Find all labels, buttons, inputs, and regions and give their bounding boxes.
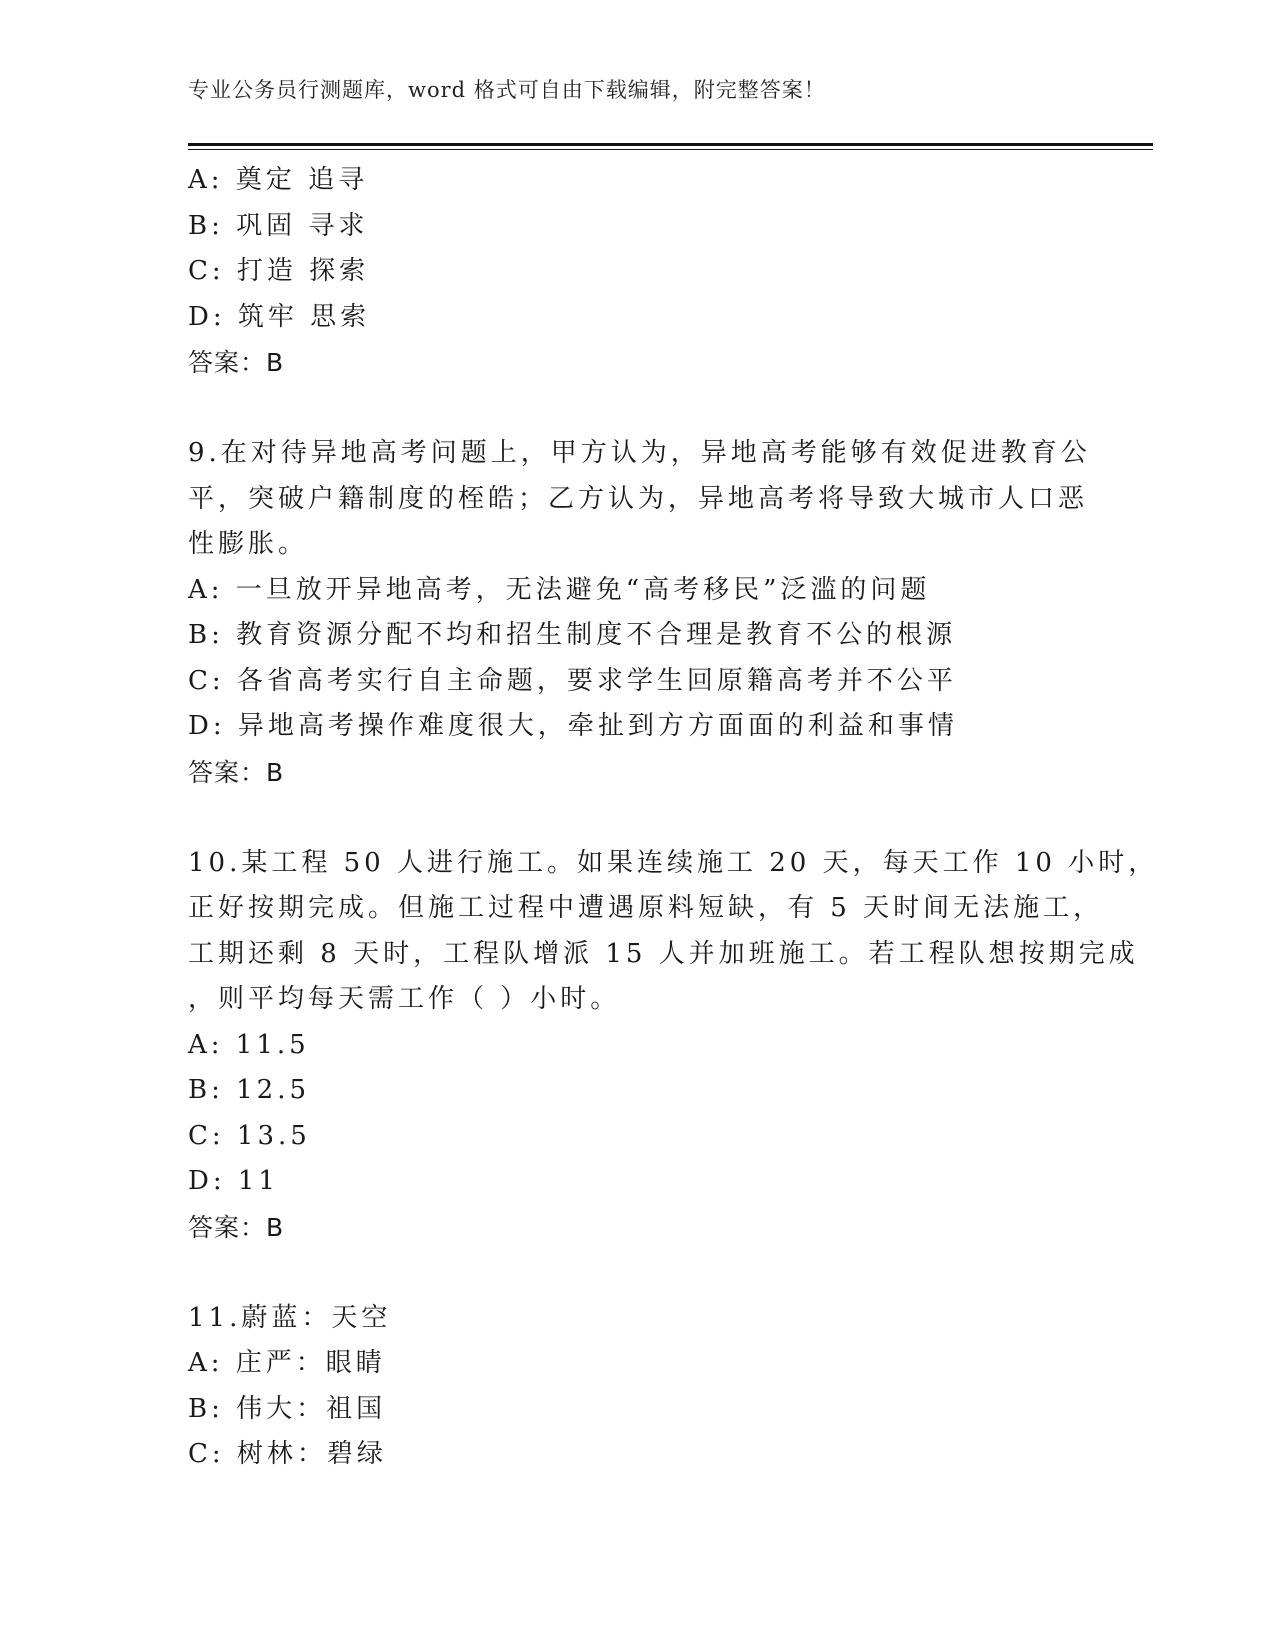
question-9	[188, 431, 1091, 795]
q8-option-a: A: 奠定 追寻	[188, 165, 369, 195]
q9-text-line-1: 9.在对待异地高考问题上，甲方认为，异地高考能够有效促进教育公	[188, 438, 1091, 468]
q9-option-d: D: 异地高考操作难度很大，牵扯到方方面面的利益和事情	[188, 711, 958, 741]
spacer	[188, 1250, 1078, 1296]
q10-text-line-4: ，则平均每天需工作（ ）小时。	[188, 984, 621, 1014]
question-10	[188, 841, 1159, 1251]
q11-text-line-1: 11.蔚蓝：天空	[188, 1302, 392, 1333]
q8-answer: 答案：B	[188, 348, 285, 377]
q10-option-c: C: 13.5	[188, 1120, 311, 1151]
q10-option-a: A: 11.5	[188, 1029, 310, 1060]
q10-text-line-2: 正好按期完成。但施工过程中遭遇原料短缺，有 5 天时间无法施工，	[188, 893, 1104, 923]
q11-option-b: B: 伟大：祖国	[188, 1393, 387, 1424]
q11-option-a: A: 庄严：眼睛	[188, 1348, 386, 1378]
q8-option-c: C: 打造 探索	[188, 256, 370, 286]
q9-text-line-2: 平，突破户籍制度的桎皓；乙方认为，异地高考将导致大城市人口恶	[188, 483, 1089, 514]
q10-option-d: D: 11	[188, 1166, 279, 1196]
q9-answer: 答案：B	[188, 757, 285, 787]
q10-answer: 答案：B	[188, 1212, 285, 1242]
question-8	[188, 158, 1078, 386]
q8-option-d: D: 筑牢 思索	[188, 301, 371, 332]
q9-option-c: C: 各省高考实行自主命题，要求学生回原籍高考并不公平	[188, 665, 957, 696]
q9-option-b: B: 教育资源分配不均和招生制度不合理是教育不公的根源	[188, 620, 957, 650]
header-rule-thick	[188, 143, 1153, 146]
q10-text-line-1: 10.某工程 50 人进行施工。如果连续施工 20 天，每天工作 10 小时，	[188, 847, 1159, 878]
question-11	[188, 1296, 1078, 1478]
question-content	[188, 158, 1159, 1478]
q10-option-b: B: 12.5	[188, 1075, 311, 1105]
q9-option-a: A: 一旦放开异地高考，无法避免“高考移民”泛滥的问题	[188, 574, 931, 605]
header-rule-thin	[188, 149, 1153, 150]
page-header: 专业公务员行测题库，word 格式可自由下载编辑，附完整答案！	[188, 78, 826, 102]
q9-text-line-3: 性膨胀。	[188, 529, 309, 559]
spacer	[188, 386, 1078, 432]
spacer	[188, 795, 1078, 841]
q8-option-b: B: 巩固 寻求	[188, 210, 369, 241]
q11-option-c: C: 树林：碧绿	[188, 1439, 387, 1469]
q10-text-line-3: 工期还剩 8 天时，工程队增派 15 人并加班施工。若工程队想按期完成	[188, 938, 1139, 969]
